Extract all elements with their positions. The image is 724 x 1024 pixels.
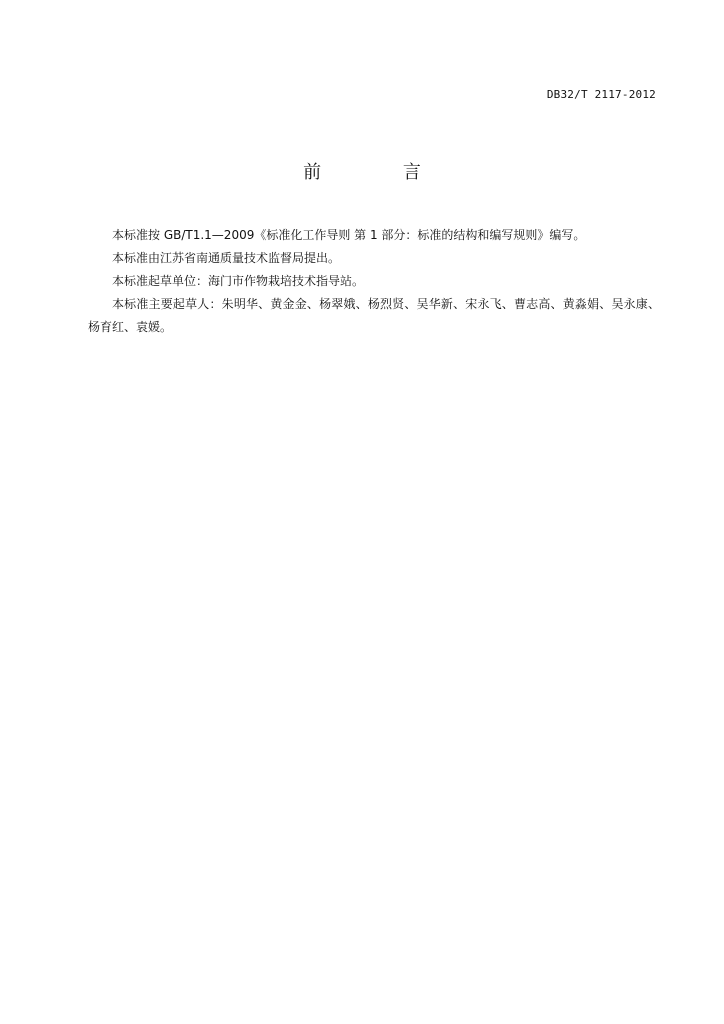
foreword-body: [88, 224, 660, 339]
paragraph-drafting-unit: 本标准起草单位：海门市作物栽培技术指导站。: [112, 274, 365, 288]
paragraph-main-drafters: 本标准主要起草人：朱明华、黄金金、杨翠娥、杨烈贤、吴华新、宋永飞、曹志高、黄淼娟、吴永康、杨育红、袁媛。: [88, 297, 660, 334]
paragraph-proposed-by: 本标准由江苏省南通质量技术监督局提出。: [112, 251, 341, 265]
paragraph-standard-basis: 本标准按 GB/T1.1—2009《标准化工作导则 第 1 部分：标准的结构和编写规则》编写。: [112, 228, 586, 242]
document-code: DB32/T 2117-2012: [546, 88, 656, 101]
page-title: 前 言: [303, 162, 459, 183]
